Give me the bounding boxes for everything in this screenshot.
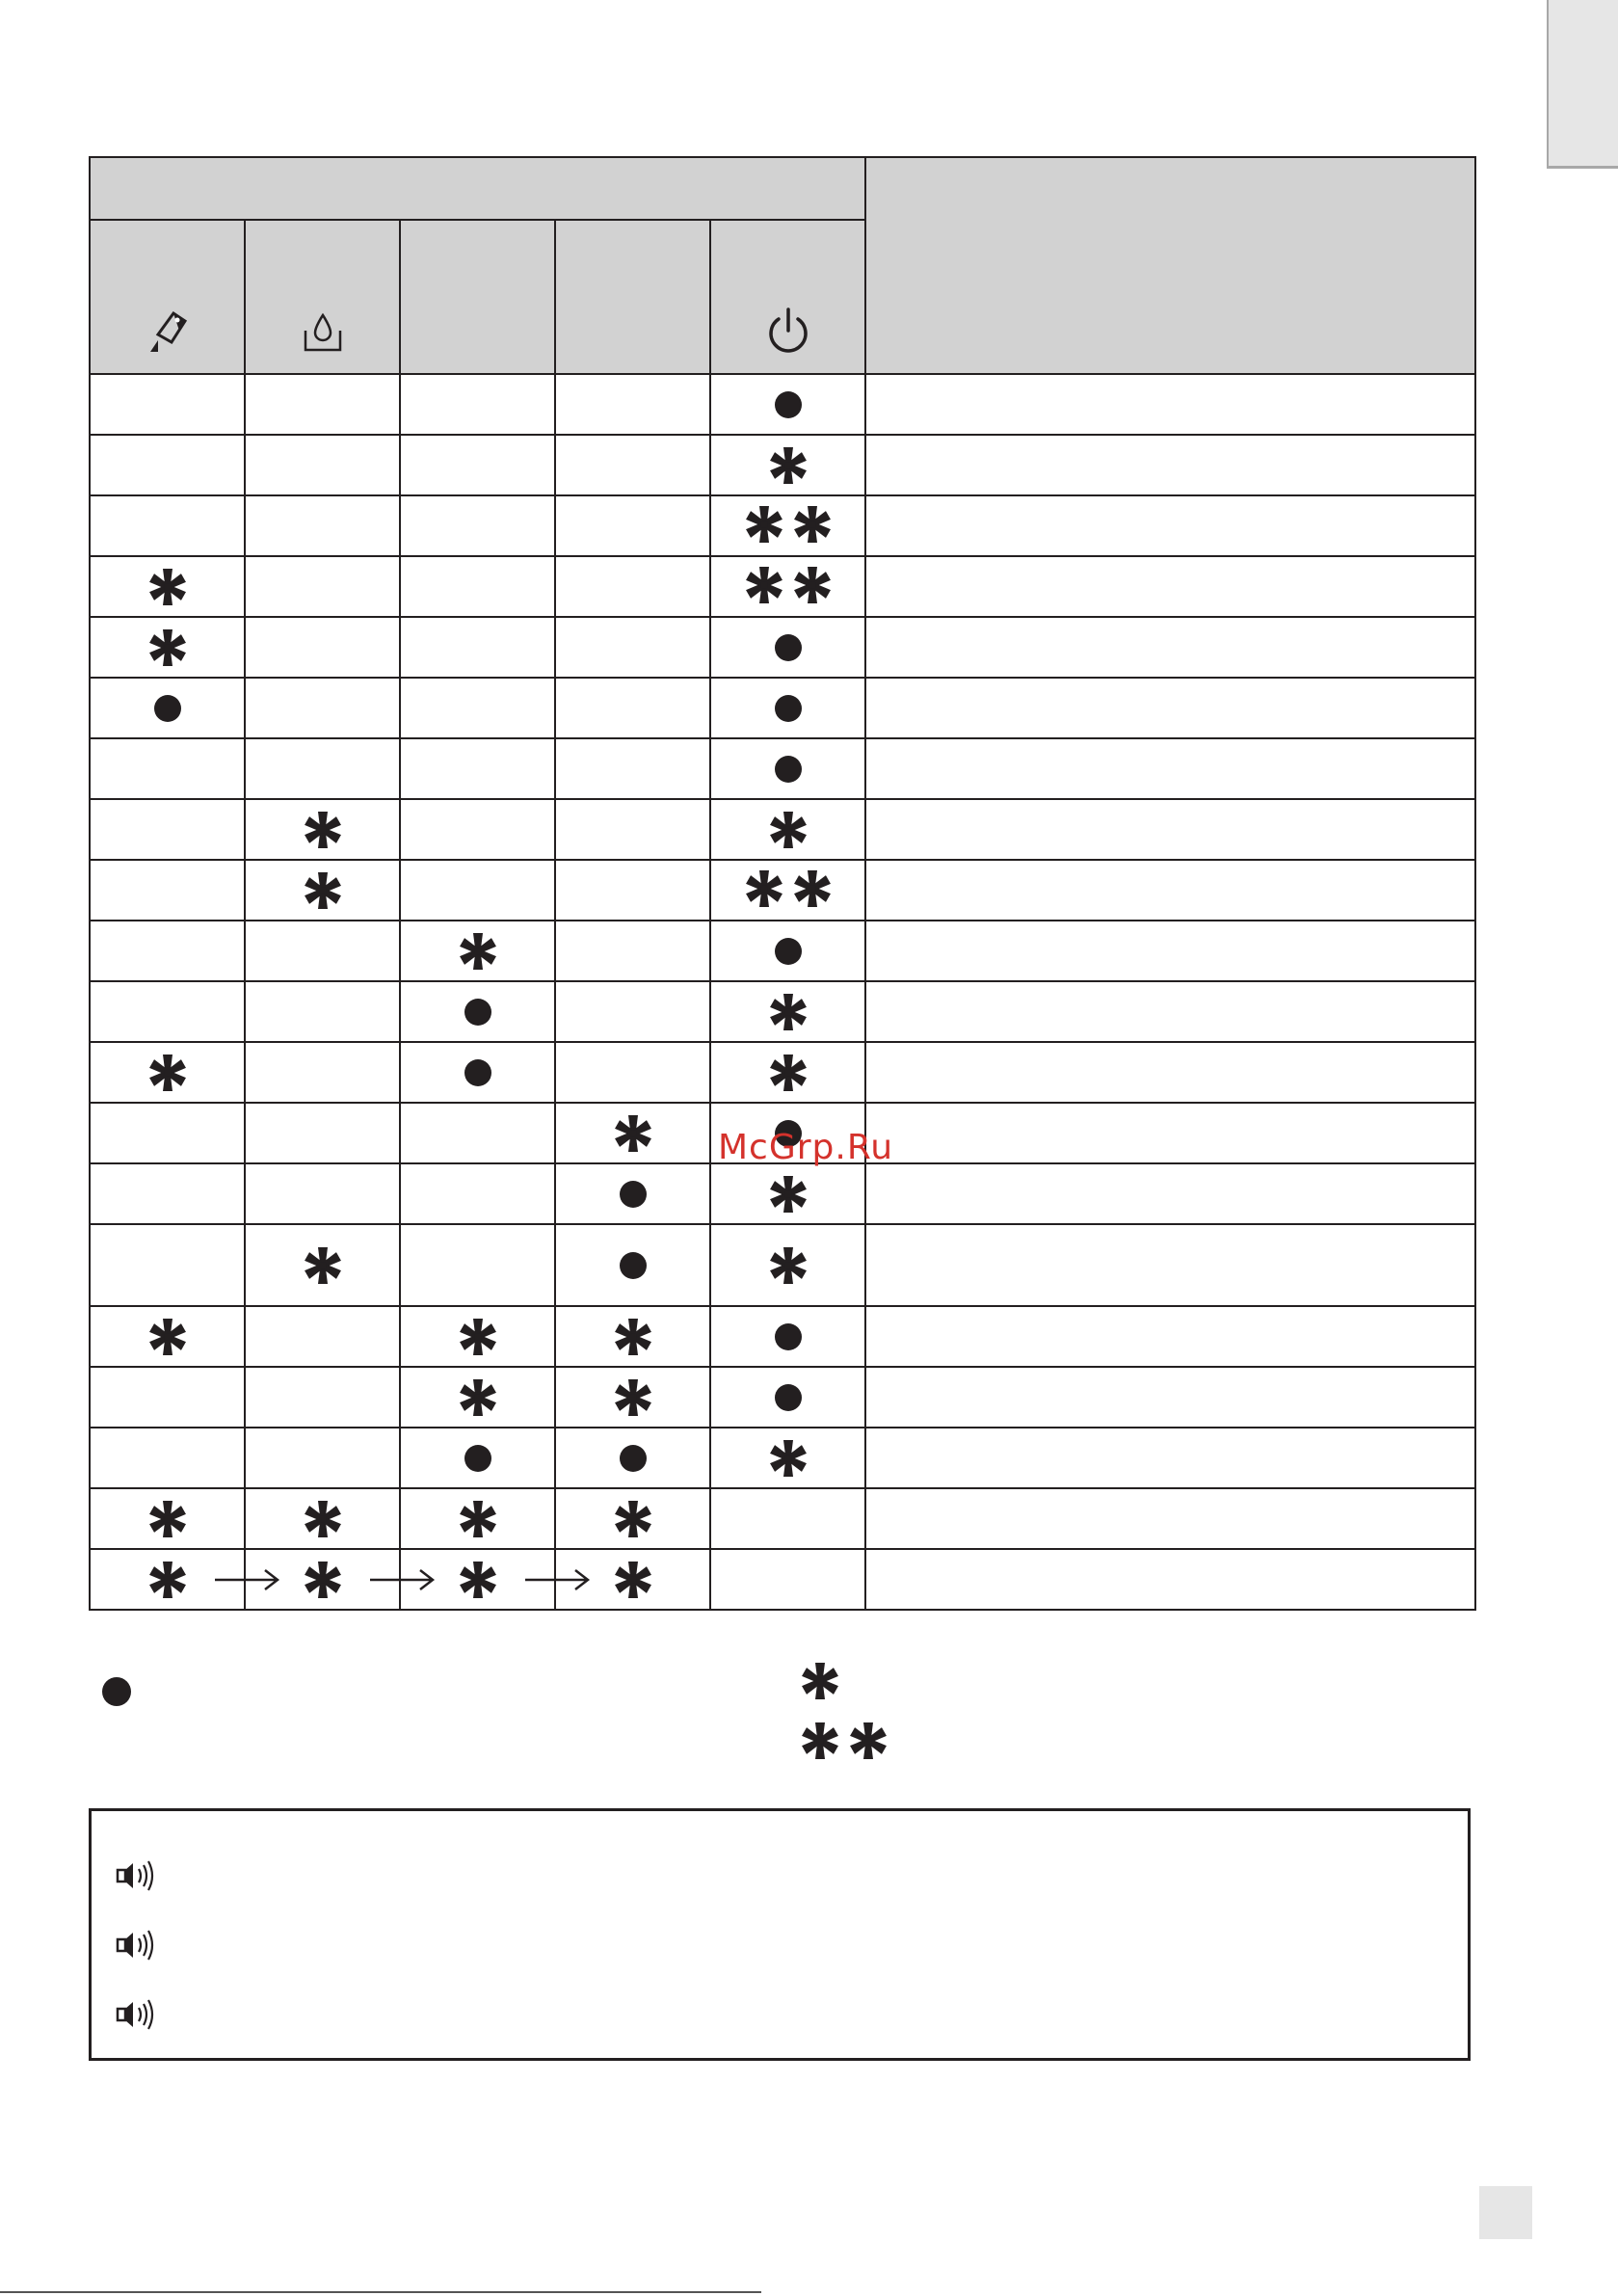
table-row [90, 981, 1475, 1042]
table-row [90, 435, 1475, 495]
indicator-cell-c3 [400, 1103, 555, 1163]
indicator-cell-c3 [400, 860, 555, 921]
indicator-cell-c4 [555, 495, 710, 556]
meaning-cell [865, 981, 1475, 1042]
indicator-cell-c3 [400, 495, 555, 556]
page-number-box [1479, 2186, 1532, 2239]
solid-dot-icon [775, 756, 802, 783]
meaning-cell [865, 1367, 1475, 1428]
asterisk-icon [147, 1317, 188, 1357]
indicator-cell-c1 [90, 556, 245, 617]
asterisk-icon [768, 445, 809, 486]
indicator-cell-c5 [710, 1163, 865, 1224]
indicator-cell-c2 [245, 1428, 400, 1488]
meaning-cell [865, 1224, 1475, 1306]
table-row [90, 495, 1475, 556]
indicator-cell-c2 [245, 1306, 400, 1367]
indicator-cell-c3 [400, 617, 555, 678]
meaning-cell [865, 921, 1475, 981]
indicator-cell-c2 [245, 1367, 400, 1428]
meaning-cell [865, 1103, 1475, 1163]
indicator-cell-c1 [90, 799, 245, 860]
column-header-3 [400, 220, 555, 374]
indicator-cell-c4 [555, 1428, 710, 1488]
indicators-header [90, 157, 865, 220]
indicator-cell-c5 [710, 1224, 865, 1306]
asterisk-icon [458, 1560, 498, 1600]
indicator-cell-c1 [90, 1103, 245, 1163]
column-header-5 [710, 220, 865, 374]
double-asterisk-icon [744, 565, 833, 605]
table-row [90, 1488, 1475, 1549]
indicator-cell-c5 [710, 860, 865, 921]
solid-dot-icon [464, 1445, 491, 1472]
indicator-cell-c1 [90, 1367, 245, 1428]
indicator-cell-c1 [90, 738, 245, 799]
solid-dot-icon [775, 391, 802, 418]
indicator-cell-c1 [90, 1488, 245, 1549]
table-row [90, 1306, 1475, 1367]
speaker-icon [115, 1929, 157, 1962]
footer-rule [0, 2291, 761, 2293]
table-row [90, 1163, 1475, 1224]
meaning-cell [865, 435, 1475, 495]
indicator-cell-c4 [555, 1488, 710, 1549]
asterisk-icon [147, 567, 188, 607]
indicator-cell-c5 [710, 1488, 865, 1549]
asterisk-icon [613, 1499, 653, 1539]
indicator-cell-c1 [90, 495, 245, 556]
indicator-cell-c1 [90, 1306, 245, 1367]
indicator-rows [90, 374, 1475, 1610]
solid-dot-icon [620, 1181, 647, 1208]
indicator-cell-c5 [710, 1367, 865, 1428]
meaning-cell [865, 738, 1475, 799]
indicator-cell-c2 [245, 435, 400, 495]
indicator-cell-c3 [400, 1042, 555, 1103]
column-header-2 [245, 220, 400, 374]
indicator-cell-c2 [245, 738, 400, 799]
meaning-header [865, 157, 1475, 374]
meaning-cell [865, 495, 1475, 556]
indicator-cell-c5 [710, 738, 865, 799]
indicator-cell-c4 [555, 1163, 710, 1224]
table-row [90, 617, 1475, 678]
indicator-cell-c2 [245, 374, 400, 435]
pencil-tag-icon [145, 306, 191, 358]
indicator-cell-c1 [90, 1428, 245, 1488]
asterisk-icon [792, 565, 833, 605]
indicator-cell-c2 [245, 860, 400, 921]
indicator-cell-c5 [710, 1042, 865, 1103]
asterisk-icon [768, 810, 809, 850]
indicator-cell-c5 [710, 617, 865, 678]
indicator-cell-c5 [710, 981, 865, 1042]
asterisk-icon [613, 1113, 653, 1154]
indicator-cell-c3 [400, 435, 555, 495]
indicator-cell-c3 [400, 1367, 555, 1428]
indicator-cell-c3 [400, 1224, 555, 1306]
meaning-cell [865, 860, 1475, 921]
meaning-cell [865, 556, 1475, 617]
table-row [90, 1224, 1475, 1306]
indicator-cell-c5 [710, 1428, 865, 1488]
solid-dot-icon [154, 695, 181, 722]
meaning-cell [865, 1549, 1475, 1610]
indicator-cell-c4 [555, 435, 710, 495]
solid-dot-icon [620, 1445, 647, 1472]
indicator-cell-c4 [555, 1367, 710, 1428]
indicator-cell-c2 [245, 495, 400, 556]
indicator-cell-c5 [710, 435, 865, 495]
indicator-cell-c1 [90, 617, 245, 678]
indicator-cell-c3 [400, 1428, 555, 1488]
chapter-tab [1547, 0, 1618, 169]
indicator-cell-c3 [400, 738, 555, 799]
solid-dot-icon [620, 1252, 647, 1279]
meaning-cell [865, 374, 1475, 435]
indicator-cell-c4 [555, 981, 710, 1042]
table-row [90, 738, 1475, 799]
indicator-cell-c2 [245, 1488, 400, 1549]
indicator-cell-c4 [555, 374, 710, 435]
indicator-cell-c4 [555, 1042, 710, 1103]
solid-dot-icon [464, 999, 491, 1026]
solid-dot-icon [775, 634, 802, 661]
indicator-cell-c5 [710, 495, 865, 556]
asterisk-icon [458, 1377, 498, 1418]
column-header-4 [555, 220, 710, 374]
legend-fast-flash-icon [800, 1721, 889, 1761]
indicator-cell-c1 [90, 981, 245, 1042]
indicator-cell-c4 [555, 1549, 710, 1610]
solid-dot-icon [775, 1384, 802, 1411]
indicator-cell-c5 [710, 921, 865, 981]
notes-box [89, 1808, 1471, 2061]
indicator-cell-c5 [710, 799, 865, 860]
indicator-cell-c3 [400, 1163, 555, 1224]
meaning-cell [865, 799, 1475, 860]
indicator-cell-c5 [710, 1306, 865, 1367]
asterisk-icon [768, 1053, 809, 1093]
asterisk-icon [458, 1317, 498, 1357]
speaker-icon [115, 1998, 157, 2031]
table-row [90, 678, 1475, 738]
indicator-cell-c2 [245, 799, 400, 860]
indicator-cell-c5 [710, 1549, 865, 1610]
asterisk-icon [613, 1317, 653, 1357]
indicator-cell-c4 [555, 1224, 710, 1306]
asterisk-icon [458, 1499, 498, 1539]
indicator-table [89, 156, 1476, 1611]
indicator-cell-c2 [245, 1103, 400, 1163]
power-icon [764, 306, 812, 358]
speaker-icon [115, 1859, 157, 1892]
table-row [90, 1042, 1475, 1103]
asterisk-icon [147, 1053, 188, 1093]
indicator-cell-c4 [555, 678, 710, 738]
asterisk-icon [768, 992, 809, 1032]
asterisk-icon [792, 868, 833, 909]
meaning-cell [865, 1488, 1475, 1549]
double-asterisk-icon [744, 868, 833, 909]
asterisk-icon [147, 1499, 188, 1539]
asterisk-icon [303, 1560, 343, 1600]
table-row [90, 1367, 1475, 1428]
indicator-cell-c2 [245, 1042, 400, 1103]
indicator-cell-c2 [245, 556, 400, 617]
solid-dot-icon [775, 1323, 802, 1350]
asterisk-icon [744, 504, 784, 545]
indicator-cell-c1 [90, 678, 245, 738]
indicator-cell-c3 [400, 1488, 555, 1549]
meaning-cell [865, 617, 1475, 678]
asterisk-icon [744, 565, 784, 605]
indicator-cell-c3 [400, 981, 555, 1042]
indicator-cell-c3 [400, 1306, 555, 1367]
indicator-cell-c3 [400, 374, 555, 435]
indicator-cell-c1 [90, 374, 245, 435]
asterisk-icon [147, 627, 188, 668]
indicator-cell-c2 [245, 678, 400, 738]
indicator-cell-c1 [90, 921, 245, 981]
table-row [90, 556, 1475, 617]
solid-dot-icon [464, 1059, 491, 1086]
indicator-cell-c2 [245, 981, 400, 1042]
meaning-cell [865, 1042, 1475, 1103]
arrow-right-icon [213, 1566, 280, 1593]
indicator-cell-c4 [555, 617, 710, 678]
table-row [90, 799, 1475, 860]
water-drop-icon [300, 309, 346, 358]
table-row [90, 374, 1475, 435]
arrow-right-icon [368, 1566, 436, 1593]
meaning-cell [865, 1163, 1475, 1224]
indicator-cell-c4 [555, 1103, 710, 1163]
indicator-cell-c1 [90, 1224, 245, 1306]
asterisk-icon [458, 931, 498, 972]
legend-slow-flash-icon [800, 1661, 840, 1701]
arrow-right-icon [523, 1566, 591, 1593]
column-header-1 [90, 220, 245, 374]
indicator-cell-c5 [710, 374, 865, 435]
asterisk-icon [303, 1245, 343, 1286]
indicator-cell-c4 [555, 860, 710, 921]
indicator-cell-c4 [555, 1306, 710, 1367]
asterisk-icon [303, 810, 343, 850]
meaning-cell [865, 678, 1475, 738]
indicator-cell-c1 [90, 860, 245, 921]
watermark-text: McGrp.Ru [718, 1128, 894, 1167]
indicator-cell-c1 [90, 1163, 245, 1224]
indicator-cell-c5 [710, 678, 865, 738]
table-row [90, 921, 1475, 981]
indicator-cell-c2 [245, 617, 400, 678]
indicator-cell-c4 [555, 799, 710, 860]
indicator-cell-c4 [555, 556, 710, 617]
indicator-cell-c2 [245, 921, 400, 981]
asterisk-icon [768, 1438, 809, 1479]
asterisk-icon [303, 1499, 343, 1539]
asterisk-icon [303, 870, 343, 911]
table-row [90, 860, 1475, 921]
indicator-cell-c3 [400, 799, 555, 860]
indicator-cell-c3 [400, 556, 555, 617]
indicator-cell-c1 [90, 435, 245, 495]
asterisk-icon [147, 1560, 188, 1600]
solid-dot-icon [775, 938, 802, 965]
indicator-cell-c3 [400, 678, 555, 738]
solid-dot-icon [775, 695, 802, 722]
indicator-cell-c2 [245, 1163, 400, 1224]
indicator-cell-c3 [400, 921, 555, 981]
indicator-cell-c2 [245, 1224, 400, 1306]
indicator-cell-c5 [710, 556, 865, 617]
asterisk-icon [768, 1174, 809, 1215]
asterisk-icon [613, 1377, 653, 1418]
legend-on-icon [102, 1677, 131, 1706]
meaning-cell [865, 1306, 1475, 1367]
table-row [90, 1549, 1475, 1610]
asterisk-icon [744, 868, 784, 909]
meaning-cell [865, 1428, 1475, 1488]
table-row [90, 1428, 1475, 1488]
double-asterisk-icon [744, 504, 833, 545]
asterisk-icon [768, 1245, 809, 1286]
indicator-cell-c1 [90, 1042, 245, 1103]
asterisk-icon [792, 504, 833, 545]
asterisk-icon [613, 1560, 653, 1600]
indicator-cell-c4 [555, 738, 710, 799]
indicator-cell-c4 [555, 921, 710, 981]
